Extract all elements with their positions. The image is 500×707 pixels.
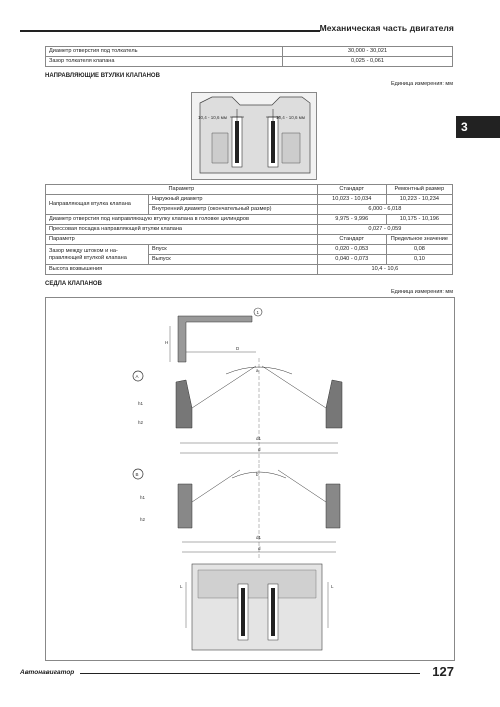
page-footer: [20, 664, 454, 683]
dim-L-label-left: L: [180, 584, 183, 589]
table-cell: Выпуск: [149, 255, 318, 265]
callout-label: 1: [256, 310, 260, 315]
table-row: [46, 57, 453, 67]
dim-L-label-right: L: [331, 584, 334, 589]
table-cell: Диаметр отверстия под толкатель: [46, 47, 283, 57]
unit-label-guides: Единица измерения: мм: [390, 81, 453, 87]
table-cell: Высота возвышения: [46, 265, 318, 275]
seat-drawing: [46, 298, 454, 660]
table-cell: 30,000 - 30,021: [283, 47, 453, 57]
variant-A-label: A: [135, 374, 139, 379]
guide-height-label-left: 10,4 - 10,6 мм: [198, 115, 227, 120]
section-title-seats: СЕДЛА КЛАПАНОВ: [45, 281, 102, 287]
angle-b-label: b: [256, 472, 259, 477]
table-cell: Зазор толкателя клапана: [46, 57, 283, 67]
table-cell: Наружный диаметр: [149, 195, 318, 205]
table-cell: 9,975 - 9,996: [317, 215, 386, 225]
clearance-label-line2: правляющей втулкой клапана: [49, 254, 127, 261]
dim-d1-label-a: d1: [256, 436, 262, 441]
dim-h2-label-b: h2: [140, 517, 146, 522]
dim-d-label-b: d: [258, 546, 261, 551]
angle-a-label: a: [256, 368, 259, 373]
header-rule: [20, 30, 320, 32]
table-header: Параметр: [46, 235, 318, 245]
table-header: Ремонтный размер: [386, 185, 452, 195]
table-row: [46, 265, 453, 275]
unit-label-seats: Единица измерения: мм: [390, 289, 453, 295]
guide-spec-table: [45, 184, 453, 275]
table-cell: [46, 245, 149, 265]
table-cell: Впуск: [149, 245, 318, 255]
table-row: [46, 215, 453, 225]
dim-h1-label-b: h1: [140, 495, 146, 500]
table-cell: Диаметр отверстия под направляющую втулку клапана в головке цилиндров: [46, 215, 318, 225]
table-cell: Прессовая посадка направляющей втулки клапана: [46, 225, 318, 235]
table-header: Параметр: [46, 185, 318, 195]
variant-B-label: B: [135, 472, 139, 477]
table-row: [46, 185, 453, 195]
header-title: Механическая часть двигателя: [319, 23, 454, 33]
table-cell: Внутренний диаметр (окончательный размер): [149, 205, 318, 215]
table-cell: 6,000 - 6,018: [317, 205, 452, 215]
dim-d1-label-b: d1: [256, 535, 262, 540]
dim-H-label: H: [165, 340, 169, 345]
dim-d-label-a: d: [258, 447, 261, 452]
guide-figure: [191, 92, 317, 180]
table-row: [46, 235, 453, 245]
page-header: [20, 22, 454, 38]
table-header: Стандарт: [317, 185, 386, 195]
table-row: [46, 225, 453, 235]
table-cell: 0,10: [386, 255, 452, 265]
table-cell: 0,020 - 0,053: [317, 245, 386, 255]
dim-h1-label-a: h1: [138, 401, 144, 406]
guide-height-label-right: 10,4 - 10,6 мм: [276, 115, 305, 120]
table-header: Стандарт: [317, 235, 386, 245]
dim-D-label: D: [236, 346, 240, 351]
table-cell: 10,223 - 10,234: [386, 195, 452, 205]
table-cell: 0,08: [386, 245, 452, 255]
footer-brand: Автонавигатор: [20, 669, 75, 676]
table-header: Предельное значение: [386, 235, 452, 245]
table-cell: 10,175 - 10,196: [386, 215, 452, 225]
footer-rule: [80, 673, 420, 674]
table-cell: 0,027 - 0,059: [317, 225, 452, 235]
clearance-label-line1: Зазор между штоком и на-: [49, 247, 118, 254]
guide-drawing: [192, 93, 316, 179]
table-cell: Направляющая втулка клапана: [46, 195, 149, 215]
table-cell: 10,023 - 10,034: [317, 195, 386, 205]
section-title-guides: НАПРАВЛЯЮЩИЕ ВТУЛКИ КЛАПАНОВ: [45, 73, 160, 79]
table-row: [46, 47, 453, 57]
table-cell: 10,4 - 10,6: [317, 265, 452, 275]
table-row: [46, 245, 453, 255]
seat-figure: [45, 297, 455, 661]
chapter-tab: 3: [456, 116, 500, 138]
dim-h2-label-a: h2: [138, 420, 144, 425]
table-row: [46, 195, 453, 205]
table-cell: 0,040 - 0,073: [317, 255, 386, 265]
top-spec-table: [45, 46, 453, 67]
table-cell: 0,025 - 0,061: [283, 57, 453, 67]
page-number: 127: [432, 664, 454, 679]
